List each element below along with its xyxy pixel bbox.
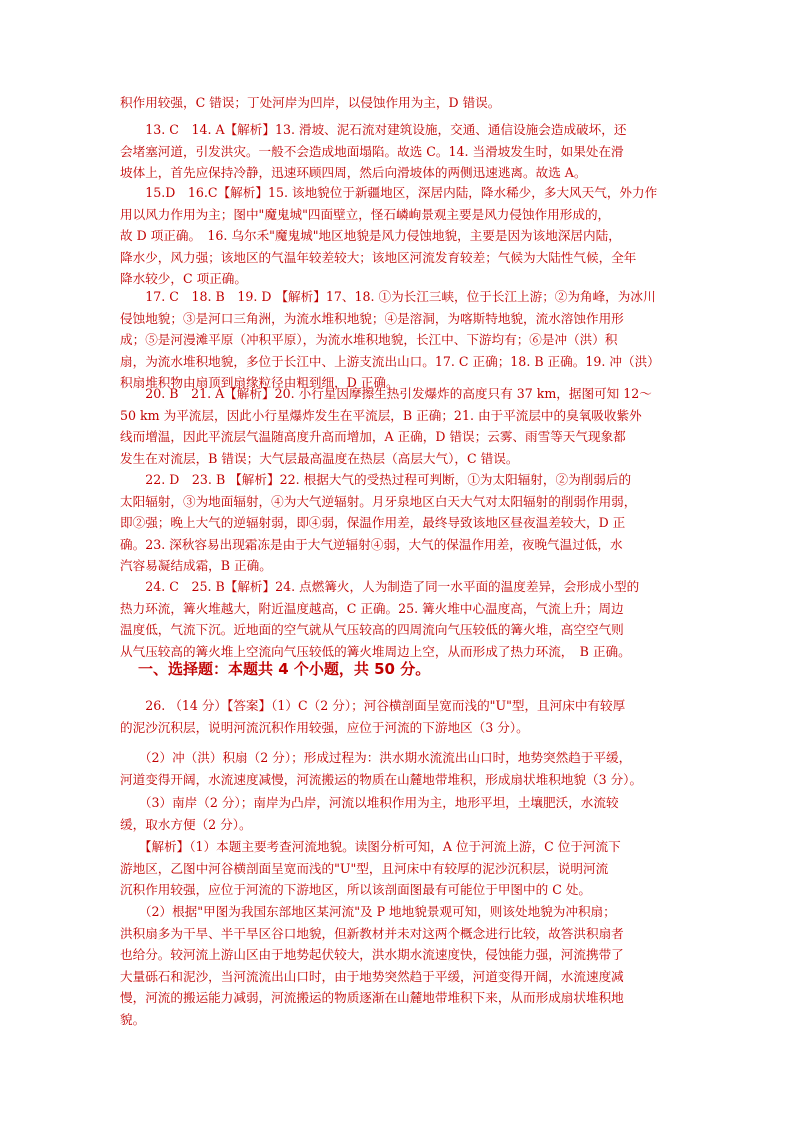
text-line: 太阳辐射，③为地面辐射，④为大气逆辐射。月牙泉地区白天大气对太阳辐射的削弱作用弱， — [120, 493, 637, 509]
text-line: 降水较少，C 项正确。 — [120, 271, 247, 287]
text-line: 发生在对流层，B 错误；大气层最高温度在热层（高层大气），C 错误。 — [120, 450, 519, 466]
text-line: （2）冲（洪）积扇（2 分）；形成过程为：洪水期水流流出山口时，地势突然趋于平缓， — [120, 750, 632, 765]
text-line: 成；⑤是河漫滩平原（冲积平原），为流水堆积地貌，长江中、下游均有；⑥是冲（洪）积 — [120, 332, 618, 348]
paragraph-answer-15-16 — [120, 182, 686, 290]
text-line: 13. C 14. A【解析】13. 滑坡、泥石流对建筑设施，交通、通信设施会造成破坏，还 — [120, 122, 627, 137]
text-line: 游地区，乙图中河谷横剖面呈宽而浅的"U"型，且河床中有较厚的泥沙沉积层，说明河流 — [120, 860, 609, 876]
paragraph-answer-12 — [120, 92, 686, 114]
text-line: 慢，河流的搬运能力减弱，河流搬运的物质逐渐在山麓地带堆积下来，从而形成扇状堆积地 — [120, 990, 624, 1006]
text-line: 20. B 21. A【解析】20. 小行星因摩擦生热引发爆炸的高度只有 37 km，据图可知 12～ — [120, 386, 652, 401]
text-line: 积扇堆积物由扇顶到扇缘粒径由粗到细，D 正确。 — [120, 375, 399, 391]
text-line: 缓，取水方便（2 分）。 — [120, 816, 252, 832]
text-line: 24. C 25. B【解析】24. 点燃篝火，人为制造了同一水平面的温度差异，会形成小型的 — [120, 579, 640, 594]
text-line: 用以风力作用为主；图中"魔鬼城"四面壁立，怪石嶙峋景观主要是风力侵蚀作用形成的， — [120, 206, 611, 222]
text-line: 线而增温，因此平流层气温随高度升高而增加，A 正确，D 错误；云雾、雨雪等天气现象都 — [120, 429, 626, 445]
text-line: 洪积扇多为干旱、半干旱区谷口地貌，但新教材并未对这两个概念进行比较，故答洪积扇者 — [120, 925, 624, 941]
paragraph-answer-20-21 — [120, 383, 686, 469]
paragraph-explanation-26-1 — [120, 836, 686, 901]
text-line: 15.D 16.C【解析】15. 该地貌位于新疆地区，深居内陆，降水稀少，多大风天气，外力作 — [120, 185, 658, 200]
text-line: 17. C 18. B 19. D 【解析】17、18. ①为长江三峡，位于长江上游；②为角峰，为冰川 — [120, 289, 656, 304]
text-line: 降水少，风力强；该地区的气温年较差较大；该地区河流发育较差；气候为大陆性气候，全年 — [120, 249, 637, 265]
section-heading: 一、选择题：本题共 4 个小题，共 50 分。 — [138, 660, 431, 678]
text-line: 确。23. 深秋容易出现霜冻是由于大气逆辐射④弱，大气的保温作用差，夜晚气温过低，水 — [120, 536, 623, 552]
text-line: （2）根据"甲图为我国东部地区某河流"及 P 地地貌景观可知，则该处地貌为冲积扇； — [120, 904, 616, 919]
paragraph-answer-17-19 — [120, 286, 686, 394]
text-line: 汽容易凝结成霜，B 正确。 — [120, 558, 272, 574]
paragraph-explanation-26-2 — [120, 901, 686, 1031]
text-line: 侵蚀地貌；③是河口三角洲，为流水堆积地貌；④是溶洞，为喀斯特地貌，流水溶蚀作用形 — [120, 310, 624, 326]
text-line: 故 D 项正确。 16. 乌尔禾"魔鬼城"地区地貌是风力侵蚀地貌，主要是因为该地深居内陆， — [120, 228, 621, 244]
text-line: 坡体上，首先应保持冷静，迅速环顾四周，然后向滑坡体的两侧迅速逃离。故选 A。 — [120, 165, 587, 181]
paragraph-answer-13-14 — [120, 119, 686, 184]
text-line: 热力环流，篝火堆越大，附近温度越高，C 正确。25. 篝火堆中心温度高，气流上升；周边 — [120, 600, 624, 616]
text-line: 貌。 — [120, 1011, 146, 1027]
text-line: 扇，为流水堆积地貌，多位于长江中、上游支流出山口。17. C 正确；18. B 正确。19. 冲（洪） — [120, 353, 660, 369]
text-line: 温度低，气流下沉。近地面的空气就从气压较高的四周流向气压较低的篝火堆，高空空气则 — [120, 622, 624, 638]
text-line: 大量砾石和泥沙，当河流流出山口时，由于地势突然趋于平缓，河道变得开阔，水流速度减 — [120, 968, 624, 984]
text-line: 50 km 为平流层，因此小行星爆炸发生在平流层，B 正确；21. 由于平流层中的臭氧吸收紫外 — [120, 407, 642, 423]
text-line: 22. D 23. B 【解析】22. 根据大气的受热过程可判断，①为太阳辐射，②为削弱后的 — [120, 472, 632, 487]
paragraph-answer-26-part3 — [120, 792, 686, 835]
text-line: 河道变得开阔，水流速度减慢，河流搬运的物质在山麓地带堆积，形成扇状堆积地貌（3 分）。 — [120, 771, 643, 787]
text-line: 从气压较高的篝火堆上空流向气压较低的篝火堆周边上空，从而形成了热力环流， B 正确。 — [120, 643, 631, 659]
text-line: 【解析】（1）本题主要考查河流地貌。读图分析可知，A 位于河流上游，C 位于河流下 — [120, 839, 621, 854]
text-line: 沉积作用较强，应位于河流的下游地区，所以该剖面图最有可能位于甲图中的 C 处。 — [120, 882, 592, 898]
text-line: 26. （14 分）【答案】（1）C（2 分）；河谷横剖面呈宽而浅的"U"型，且河床中有较厚 — [120, 698, 626, 713]
paragraph-answer-24-25 — [120, 576, 686, 662]
paragraph-answer-22-23 — [120, 469, 686, 577]
text-line: 的泥沙沉积层，说明河流沉积作用较强，应位于河流的下游地区（3 分）。 — [120, 719, 529, 735]
paragraph-answer-26-part2 — [120, 747, 686, 790]
text-line: （3）南岸（2 分）；南岸为凸岸，河流以堆积作用为主，地形平坦，土壤肥沃，水流较 — [120, 795, 619, 810]
text-line: 也给分。较河流上游山区由于地势起伏较大，洪水期水流速度快，侵蚀能力强，河流携带了 — [120, 947, 624, 963]
text-line: 会堵塞河道，引发洪灾。一般不会造成地面塌陷。故选 C。14. 当滑坡发生时，如果处在滑 — [120, 143, 624, 159]
text-line: 即②强；晚上大气的逆辐射弱，即④弱，保温作用差，最终导致该地区昼夜温差较大，D 正 — [120, 515, 626, 531]
text-line: 积作用较强，C 错误；丁处河岸为凹岸，以侵蚀作用为主，D 错误。 — [120, 95, 501, 110]
paragraph-answer-26 — [120, 695, 686, 738]
